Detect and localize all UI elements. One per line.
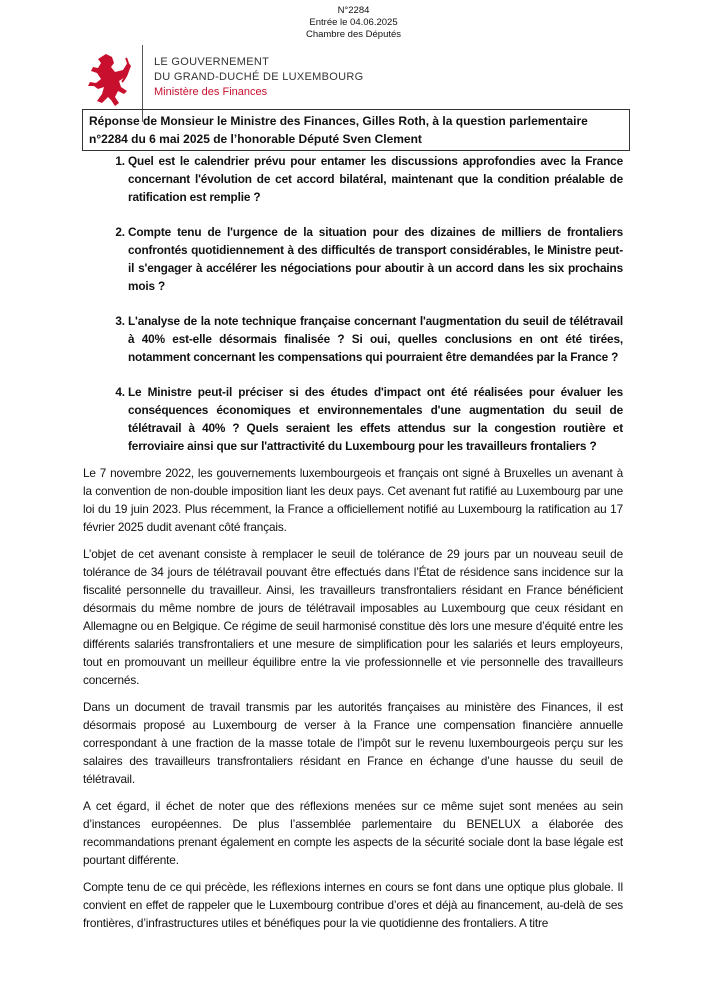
- question-number: N°2284: [337, 5, 370, 16]
- question-item: 2. Compte tenu de l'urgence de la situation pour des dizaines de milliers de frontaliers confrontés quotidiennement à des difficultés de transport considérables, le Ministre peut-il s'engager à accélérer les négociations pour aboutir à un accord dans les six prochains mois ?: [128, 223, 623, 295]
- registration-stamp: [0, 5, 707, 41]
- chamber-name: Chambre des Députés: [305, 29, 402, 40]
- government-heading: [154, 55, 363, 100]
- response-title: Réponse de Monsieur le Ministre des Finances, Gilles Roth, à la question parlementaire n°2284 du 6 mai 2025 de l’honorable Député Sven Clement: [82, 109, 630, 151]
- question-item: 3. L'analyse de la note technique française concernant l'augmentation du seuil de télétravail à 40% est-elle désormais finalisée ? Si oui, quelles conclusions en ont été tirées, notamment concernant les compensations qui pourraient être demandées par la France ?: [128, 312, 623, 366]
- question-item: 1. Quel est le calendrier prévu pour entamer les discussions approfondies avec la France concernant l'évolution de cet accord bilatéral, maintenant que la condition préalable de ratification est remplie ?: [128, 152, 623, 206]
- government-line-2: DU GRAND-DUCHÉ DE LUXEMBOURG: [154, 71, 364, 83]
- answer-paragraph: Compte tenu de ce qui précède, les réflexions internes en cours se font dans une optique plus globale. Il convient en effet de rappeler que le Luxembourg contribue d’ores et déjà au financement, au-delà de ses frontières, d’infrastructures utiles et bénéfiques pour la vie quotidienne des frontaliers. A titre: [83, 880, 623, 930]
- answer-paragraph: A cet égard, il échet de noter que des réflexions menées sur ce même sujet sont menées au sein d’instances européennes. De plus l’assemblée parlementaire du BENELUX a élaborée des recommandations prenant également en compte les aspects de la sécurité sociale dont la base légale est pourtant différente.: [83, 799, 623, 867]
- question-list: [83, 152, 623, 455]
- answer-paragraph: L’objet de cet avenant consiste à remplacer le seuil de tolérance de 29 jours par un nouveau seuil de tolérance de 34 jours de télétravail pouvant être effectués dans l’État de résidence sans incidence sur la fiscalité personnelle du travailleur. Ainsi, les travailleurs transfrontaliers résidant en France bénéficient désormais du même nombre de jours de télétravail imposables au Luxembourg que ceux résidant en Allemagne ou en Belgique. Ce régime de seuil harmonisé constitue dès lors une mesure d’équité entre les différents salariés transfrontaliers et une mesure de simplification pour les salariés et leurs employeurs, tout en promouvant un meilleur équilibre entre la vie professionnelle et vie personnelle des travailleurs concernés.: [83, 547, 623, 687]
- red-lion-logo-icon: [86, 52, 134, 108]
- document-body: [83, 152, 623, 941]
- answer-paragraph: Le 7 novembre 2022, les gouvernements luxembourgeois et français ont signé à Bruxelles un avenant à la convention de non-double imposition liant les deux pays. Cet avenant fut ratifié au Luxembourg par une loi du 19 juin 2023. Plus récemment, la France a officiellement notifié au Luxembourg la ratification au 17 février 2025 dudit avenant côté français.: [83, 466, 623, 534]
- entry-date: Entrée le 04.06.2025: [309, 17, 398, 28]
- answer-paragraph: Dans un document de travail transmis par les autorités françaises au ministère des Finances, il est désormais proposé au Luxembourg de verser à la France une compensation financière annuelle correspondant à une fraction de la masse totale de l’impôt sur le revenu luxembourgeois perçu sur les salaires des travailleurs transfrontaliers résidant en France en échange d’une hausse du seuil de télétravail.: [83, 700, 623, 786]
- ministry-name: Ministère des Finances: [154, 86, 268, 98]
- government-line-1: LE GOUVERNEMENT: [154, 56, 270, 68]
- question-item: 4. Le Ministre peut-il préciser si des études d'impact ont été réalisées pour évaluer les conséquences économiques et environnementales d'une augmentation du seuil de télétravail à 40% ? Quels seraient les effets attendus sur la congestion routière et ferroviaire ainsi que sur l'attractivité du Luxembourg pour les travailleurs frontaliers ?: [128, 383, 623, 455]
